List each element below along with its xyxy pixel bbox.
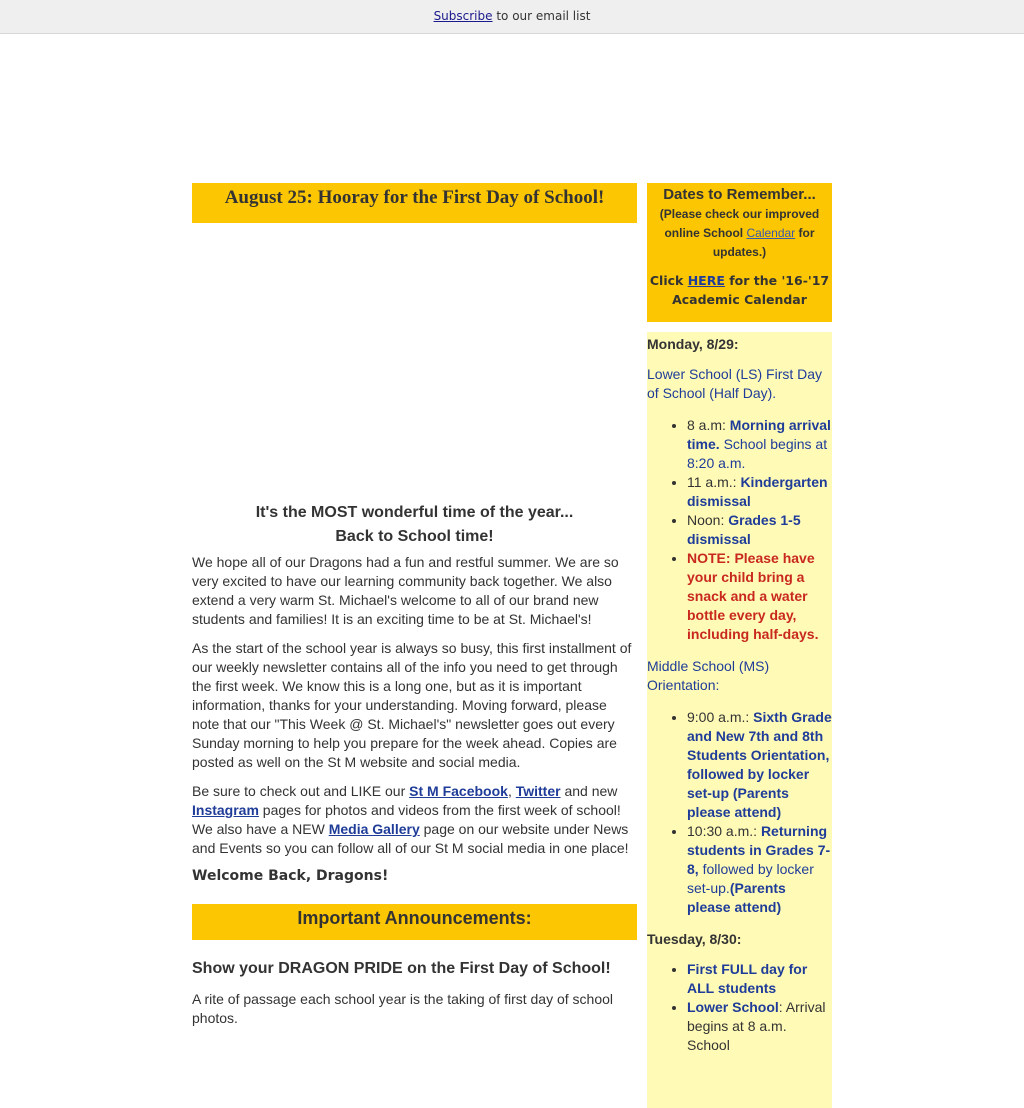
ls-schedule xyxy=(647,416,832,644)
item-time: 11 a.m.: xyxy=(687,474,741,490)
item-time: 10:30 a.m.: xyxy=(687,823,761,839)
main-column xyxy=(192,183,637,1038)
item-time: Noon: xyxy=(687,512,729,528)
events-list xyxy=(647,332,832,1108)
item-bold: Lower School xyxy=(687,999,779,1015)
social-text-a: Be sure to check out and LIKE our xyxy=(192,783,410,799)
item-bold-2: (Parents please attend) xyxy=(687,880,786,915)
tagline-line-1: It's the MOST wonderful time of the year... xyxy=(255,504,574,521)
dates-note-a: (Please check our improved online School xyxy=(659,207,820,240)
item-bold: Grades 1-5 dismissal xyxy=(687,512,801,547)
ms-title xyxy=(647,657,832,695)
list-item xyxy=(687,473,832,511)
dates-note-b: for updates.) xyxy=(712,226,815,259)
ls-title-text: Lower School (LS) First Day of School (Half Day). xyxy=(647,366,823,401)
item-rest: : Arrival begins at 8 a.m. School xyxy=(687,999,826,1053)
pride-heading: Show your DRAGON PRIDE on the First Day of School! xyxy=(192,960,611,977)
subscribe-text: to our email list xyxy=(492,9,591,23)
ls-title xyxy=(647,365,832,403)
tuesday-schedule xyxy=(647,960,832,1055)
pride-paragraph: A rite of passage each school year is the taking of first day of school photos. xyxy=(192,991,614,1026)
list-item xyxy=(687,822,832,917)
social-text-b: and new xyxy=(560,783,618,799)
sidebar xyxy=(647,183,832,1108)
day-heading-tuesday: Tuesday, 8/30: xyxy=(647,931,742,947)
click-text-a: Click xyxy=(649,273,688,288)
list-item xyxy=(687,416,832,473)
media-gallery-link[interactable]: Media Gallery xyxy=(328,821,420,837)
day-heading-monday: Monday, 8/29: xyxy=(647,336,739,352)
social-text-c: pages for photos and videos from the first week of school! We also have a NEW xyxy=(192,802,621,837)
item-bold: Returning students in Grades 7-8, xyxy=(687,823,831,877)
list-item xyxy=(687,549,832,644)
list-item xyxy=(687,960,832,998)
list-item xyxy=(687,998,832,1055)
academic-calendar-line xyxy=(647,271,832,309)
item-rest: School begins at 8:20 a.m. xyxy=(687,436,828,471)
item-rest: followed by locker set-up. xyxy=(687,861,814,896)
snack-note: NOTE: Please have your child bring a snack and a water bottle every day, including half-days. xyxy=(687,550,819,642)
announcements-heading: Important Announcements: xyxy=(192,904,637,940)
list-item xyxy=(687,511,832,549)
dates-title: Dates to Remember... xyxy=(663,186,816,203)
hero-heading: August 25: Hooray for the First Day of School! xyxy=(192,183,637,223)
item-time: 8 a.m: xyxy=(687,417,730,433)
ms-schedule xyxy=(647,708,832,917)
ms-title-bold: Middle School (MS) Orientation: xyxy=(647,658,770,693)
social-paragraph xyxy=(192,782,637,858)
intro-paragraph-2: As the start of the school year is always so busy, this first installment of our weekly newsletter contains all of the info you need to get through the first week. We know this is a long one, but as it is important information, thanks for your understanding. Moving forward, please note that our "This Week @ St. Michael's" newsletter goes out every Sunday morning to help you prepare for the week ahead. Copies are posted as well on the St M website and social media. xyxy=(192,640,632,770)
list-item xyxy=(687,708,832,822)
tagline-line-2: Back to School time! xyxy=(335,528,494,545)
subscribe-link[interactable]: Subscribe xyxy=(433,9,493,23)
item-bold: Morning arrival time. xyxy=(687,417,831,452)
intro-paragraph-1: We hope all of our Dragons had a fun and restful summer. We are so very excited to have our learning community back together. We also extend a very warm St. Michael's welcome to all of our brand new students and families! It is an exciting time to be at St. Michael's! xyxy=(192,554,619,627)
instagram-link[interactable]: Instagram xyxy=(192,802,259,818)
welcome-text: Welcome Back, Dragons! xyxy=(192,868,389,884)
item-bold: Sixth Grade and New 7th and 8th Students Orientation, followed by locker set-up (Parents please attend) xyxy=(687,709,832,820)
twitter-link[interactable]: Twitter xyxy=(515,783,561,799)
hero-image-area xyxy=(192,223,637,501)
dates-note xyxy=(647,205,832,262)
click-text-b: for the '16-'17 Academic Calendar xyxy=(672,273,830,307)
item-time: 9:00 a.m.: xyxy=(687,709,754,725)
social-text-d: page on our website under News and Events so you can follow all of our St M social media in one place! xyxy=(192,821,629,856)
subscribe-bar xyxy=(0,0,1024,34)
dates-to-remember-box xyxy=(647,183,832,322)
item-bold: First FULL day for ALL students xyxy=(687,961,808,996)
calendar-link[interactable]: Calendar xyxy=(746,226,796,240)
facebook-link[interactable]: St M Facebook xyxy=(409,783,508,799)
tagline xyxy=(192,501,637,549)
social-text-comma: , xyxy=(507,783,516,799)
academic-calendar-link[interactable]: HERE xyxy=(687,273,725,288)
item-bold: Kindergarten dismissal xyxy=(687,474,828,509)
